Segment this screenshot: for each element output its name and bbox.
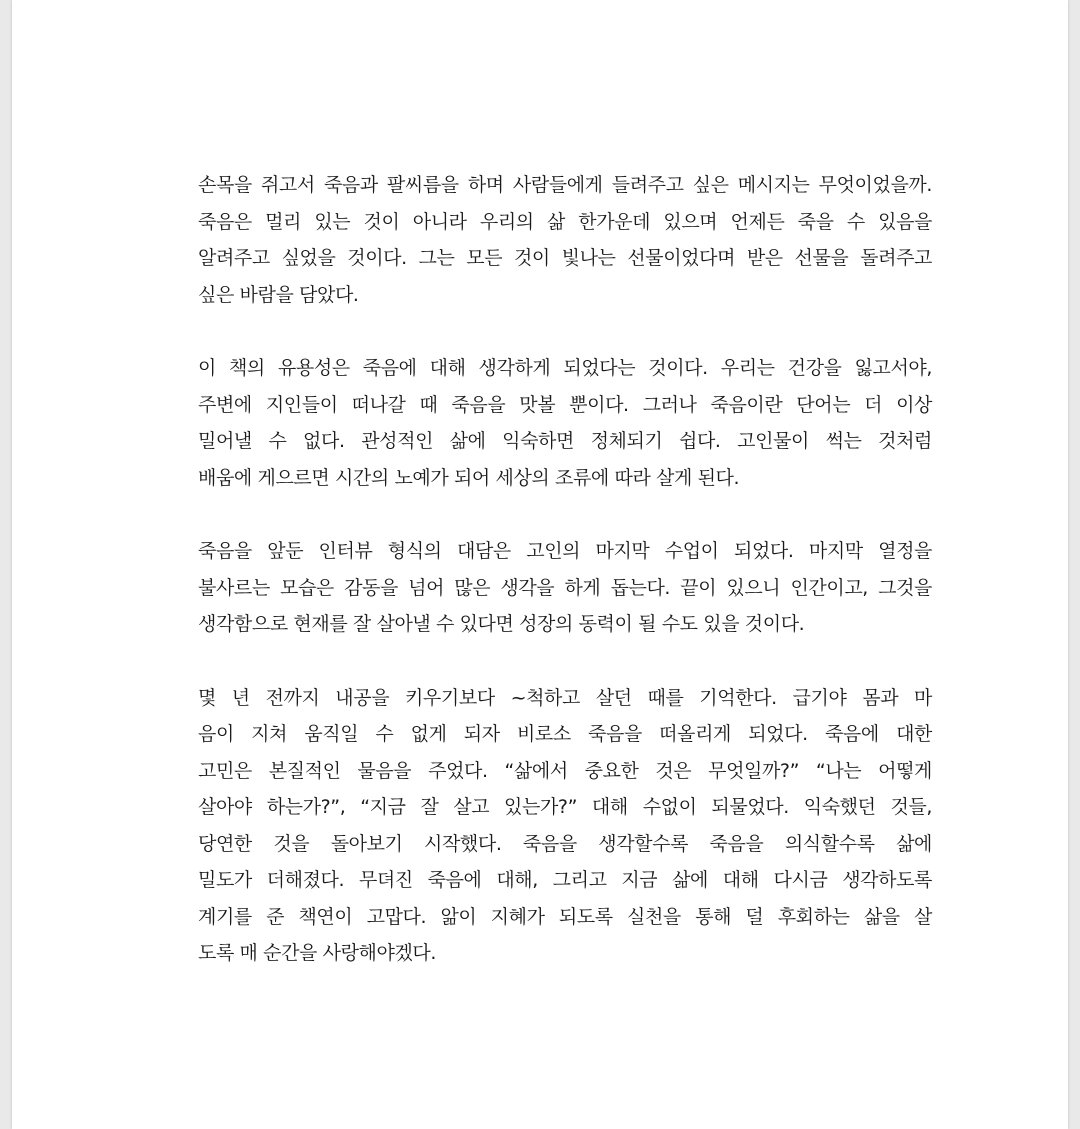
document-page bbox=[12, 0, 1068, 1129]
text-line: 불사르는 모습은 감동을 넘어 많은 생각을 하게 돕는다. 끝이 있으니 인간이고, 그것을 bbox=[198, 576, 932, 599]
text-line: 고민은 본질적인 물음을 주었다. “삶에서 중요한 것은 무엇일까?” “나는 어떻게 bbox=[198, 759, 932, 782]
paragraph-1 bbox=[198, 167, 932, 313]
text-line: 음이 지쳐 움직일 수 없게 되자 비로소 죽음을 떠올리게 되었다. 죽음에 대한 bbox=[198, 723, 932, 745]
text-line: 배움에 게으르면 시간의 노예가 되어 세상의 조류에 따라 살게 된다. bbox=[198, 466, 740, 489]
text-line: 밀어낼 수 없다. 관성적인 삶에 익숙하면 정체되기 쉽다. 고인물이 썩는 것처럼 bbox=[198, 430, 932, 452]
text-line: 죽음은 멀리 있는 것이 아니라 우리의 삶 한가운데 있으며 언제든 죽을 수 있음을 bbox=[198, 210, 932, 233]
text-line: 이 책의 유용성은 죽음에 대해 생각하게 되었다는 것이다. 우리는 건강을 잃고서야, bbox=[198, 357, 932, 379]
text-line: 당연한 것을 돌아보기 시작했다. 죽음을 생각할수록 죽음을 의식할수록 삶에 bbox=[198, 832, 932, 855]
text-line: 계기를 준 책연이 고맙다. 앎이 지혜가 되도록 실천을 통해 덜 후회하는 삶을 살 bbox=[198, 905, 932, 928]
text-line: 도록 매 순간을 사랑해야겠다. bbox=[198, 942, 437, 964]
text-line: 주변에 지인들이 떠나갈 때 죽음을 맛볼 뿐이다. 그러나 죽음이란 단어는 더 이상 bbox=[198, 393, 932, 416]
text-line: 몇 년 전까지 내공을 키우기보다 ~척하고 살던 때를 기억한다. 급기야 몸과 마 bbox=[198, 686, 932, 709]
paragraph-3 bbox=[198, 533, 932, 643]
paragraph-4 bbox=[198, 680, 932, 972]
text-line: 죽음을 앞둔 인터뷰 형식의 대담은 고인의 마지막 수업이 되었다. 마지막 열정을 bbox=[198, 540, 932, 562]
paragraph-2 bbox=[198, 350, 932, 496]
document-body bbox=[198, 167, 932, 1009]
text-line: 알려주고 싶었을 것이다. 그는 모든 것이 빛나는 선물이었다며 받은 선물을 돌려주고 bbox=[198, 247, 932, 269]
text-line: 살아야 하는가?”, “지금 잘 살고 있는가?” 대해 수없이 되물었다. 익숙했던 것들, bbox=[198, 796, 932, 818]
text-line: 밀도가 더해졌다. 무뎌진 죽음에 대해, 그리고 지금 삶에 대해 다시금 생각하도록 bbox=[198, 869, 932, 891]
text-line: 손목을 쥐고서 죽음과 팔씨름을 하며 사람들에게 들려주고 싶은 메시지는 무엇이었을까. bbox=[198, 174, 932, 196]
text-line: 생각함으로 현재를 잘 살아낼 수 있다면 성장의 동력이 될 수도 있을 것이다. bbox=[198, 613, 805, 635]
text-line: 싶은 바람을 담았다. bbox=[198, 283, 359, 306]
